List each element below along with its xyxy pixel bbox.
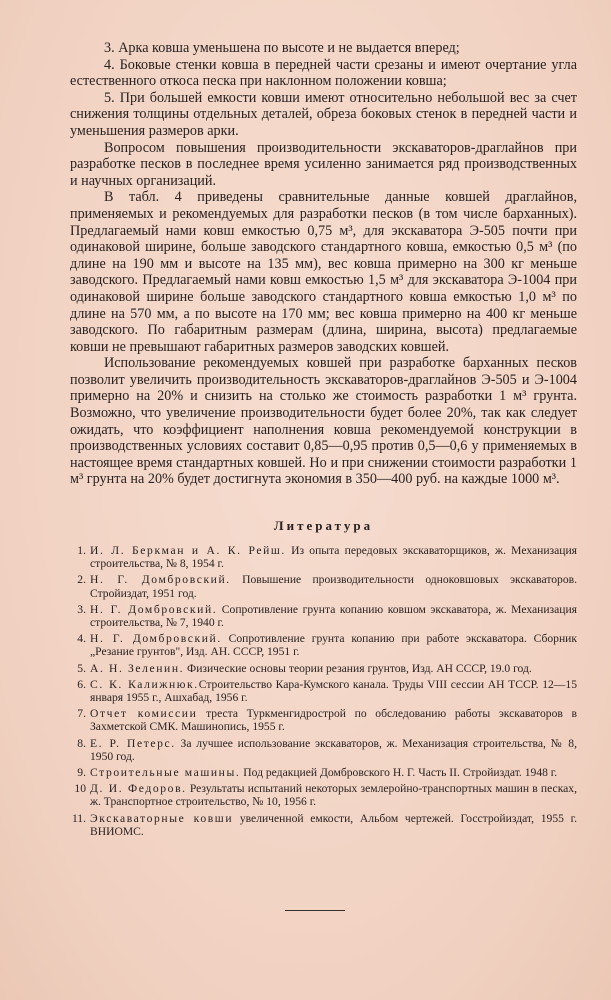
paragraph-item-5: 5. При большей емкости ковши имеют относительно небольшой вес за счет снижения толщины отдельных деталей, обреза боковых стенок в передней части и уменьшения размеров арки. — [70, 89, 577, 139]
reference-text: Под редакцией Домбровского Н. Г. Часть II. Стройиздат. 1948 г. — [240, 766, 558, 780]
reference-number: 10 — [74, 782, 86, 796]
reference-number: 6. — [77, 677, 86, 691]
reference-author: И. Л. Беркман и А. К. Рейш. — [90, 544, 286, 558]
reference-item — [70, 573, 577, 599]
reference-author: Н. Г. Домбровский. — [90, 573, 231, 587]
reference-author: Д. И. Федоров. — [90, 782, 187, 796]
reference-text: увеличенной емкости, Альбом чертежей. Госстройиздат, 1955 г. ВНИОМС. — [90, 811, 577, 838]
reference-number: 9. — [77, 766, 86, 780]
paragraph-research: Вопросом повышения производительности экскаваторов-драглайнов при разработке песков в последнее время усиленно занимается ряд производственных и научных организаций. — [70, 139, 577, 189]
reference-author: Н. Г. Домбровский. — [90, 632, 222, 646]
reference-item — [70, 782, 577, 808]
reference-text: Строительство Кара-Кумского канала. Труды VIII сессии АН ТССР. 12—15 января 1955 г., Ашхабад, 1956 г. — [90, 677, 577, 705]
reference-text: Повышение производительности одноковшовых экскаваторов. Стройиздат, 1951 год. — [90, 573, 577, 600]
paragraph-item-4: 4. Боковые стенки ковша в передней части срезаны и имеют очертание угла естественного откоса песка при наклонном положении ковша; — [70, 56, 577, 90]
reference-item — [70, 632, 577, 658]
paragraph-table-comparison: В табл. 4 приведены сравнительные данные ковшей драглайнов, применяемых и рекомендуемых для разработки песков (в том числе барханных). Предлагаемый нами ковш емкостью 0,75 м³, для экскаватора Э-505 почти при одинаковой ширине, больше заводского стандартного ковша, емкостью 0,5 м³ (по длине на 190 мм и высоте на 135 мм), вес ковша примерно на 300 кг меньше заводского. Предлагаемый нами ковш емкостью 1,5 м³ для экскаватора Э-1004 при одинаковой ширине больше заводского стандартного ковша емкостью 1,0 м³ по длине на 570 мм, а по высоте на 170 мм; вес ковша примерно на 400 кг меньше заводского. По габаритным размерам (длина, ширина, высота) предлагаемые ковши не превышают габаритных размеров заводских ковшей. — [70, 189, 577, 355]
reference-item — [70, 678, 577, 704]
references-list — [70, 544, 577, 838]
reference-item — [70, 766, 577, 779]
reference-number: 11. — [71, 811, 86, 825]
reference-item — [70, 812, 577, 838]
reference-author: Отчет комиссии — [90, 707, 198, 721]
reference-number: 7. — [77, 707, 86, 721]
reference-item — [70, 544, 577, 570]
paragraph-item-3: 3. Арка ковша уменьшена по высоте и не выдается вперед; — [104, 40, 460, 56]
reference-number: 2. — [77, 573, 86, 587]
reference-item — [70, 707, 577, 733]
reference-number: 3. — [77, 602, 86, 616]
paragraph-productivity: Использование рекомендуемых ковшей при разработке барханных песков позволит увеличить производительность экскаваторов-драглайнов Э-505 и Э-1004 примерно на 20% и снизить на столько же стоимость разработки 1 м³ грунта. Возможно, что увеличение производительности будет более 20%, так как следует ожидать, что коэффициент наполнения ковша рекомендуемой конструкции в производственных условиях составит 0,85—0,95 против 0,5—0,6 у применяемых в настоящее время стандартных ковшей. Но и при снижении стоимости разработки 1 м³ грунта на 20% будет достигнута экономия в 350—400 руб. на каждые 1000 м³. — [70, 355, 577, 488]
reference-item — [70, 603, 577, 629]
reference-text: Результаты испытаний некоторых землеройно-транспортных машин в песках, ж. Транспортное строительство, № 10, 1956 г. — [90, 782, 577, 809]
reference-text: Сопротивление грунта копанию ковшом экскаватора, ж. Механизация строительства, № 7, 1940 г. — [90, 602, 577, 630]
reference-author: Е. Р. Петерс. — [90, 736, 176, 750]
end-divider — [285, 910, 345, 911]
reference-number: 4. — [77, 632, 86, 646]
reference-author: С. К. Калижнюк. — [90, 677, 199, 691]
reference-text: треста Туркменгидрострой по обследованию работы экскаваторов в Захметской СМК. Машинопись, 1955 г. — [90, 707, 577, 734]
reference-author: Строительные машины. — [90, 766, 241, 780]
reference-item — [70, 662, 577, 675]
reference-author: А. Н. Зеленин. — [90, 661, 185, 675]
reference-number: 1. — [77, 544, 86, 558]
reference-text: За лучшее использование экскаваторов, ж. Механизация строительства, № 8, 1950 год. — [90, 736, 578, 763]
reference-text: Из опыта передовых экскаваторщиков, ж. Механизация строительства, № 8, 1954 г. — [90, 544, 577, 571]
reference-item — [70, 737, 577, 763]
reference-number: 8. — [77, 736, 86, 750]
reference-number: 5. — [77, 661, 86, 675]
references-title: Литература — [273, 518, 374, 534]
body-text — [70, 40, 577, 488]
reference-author: Н. Г. Домбровский. — [90, 602, 218, 616]
reference-text: Сопротивление грунта копанию при работе экскаватора. Сборник „Резание грунтов", Изд. АН. СССР, 1951 г. — [90, 632, 577, 659]
reference-text: Физические основы теории резания грунтов, Изд. АН СССР, 19.0 год. — [184, 661, 532, 675]
reference-author: Экскаваторные ковши — [90, 811, 234, 825]
